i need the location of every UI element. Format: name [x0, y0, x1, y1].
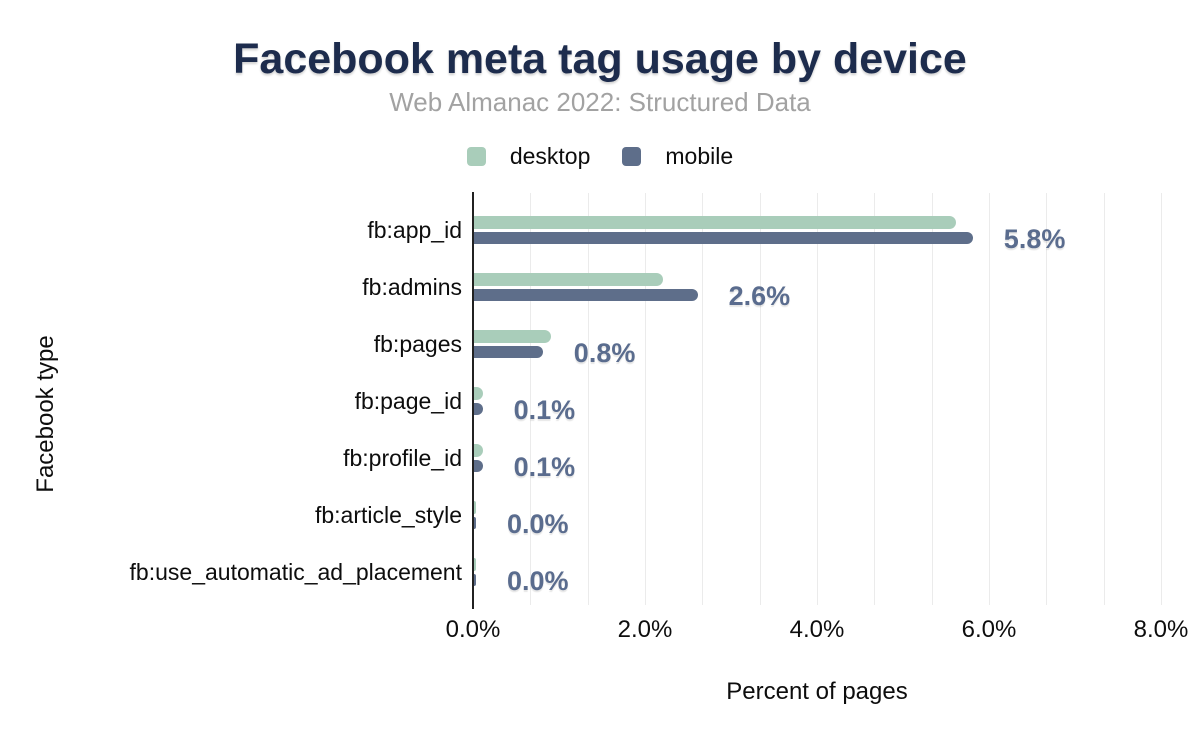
legend-label-mobile: mobile: [665, 143, 734, 169]
x-axis-title: Percent of pages: [726, 678, 908, 705]
bar-desktop: [474, 330, 551, 343]
legend-item-desktop: [467, 143, 591, 170]
value-label: 0.0%: [507, 565, 569, 596]
category-label: fb:app_id: [367, 217, 462, 243]
value-label: 5.8%: [1003, 223, 1066, 254]
bar-mobile: [474, 403, 483, 416]
gridline: [1046, 193, 1047, 605]
value-label: 0.0%: [507, 508, 569, 539]
gridline: [1104, 193, 1105, 605]
x-tick-label: 4.0%: [789, 616, 845, 643]
bar-mobile: [474, 346, 543, 359]
x-tick-label: 2.0%: [617, 616, 673, 643]
x-tick-label: 0.0%: [445, 616, 501, 643]
gridline: [702, 193, 703, 605]
gridline: [760, 193, 761, 605]
legend-item-mobile: [622, 143, 733, 170]
category-label: fb:article_style: [314, 502, 462, 528]
legend-swatch-mobile-icon: [622, 147, 641, 166]
value-label: 0.8%: [573, 337, 636, 368]
gridline: [932, 193, 933, 605]
gridline: [645, 193, 646, 605]
gridline: [989, 193, 990, 605]
y-axis-title: Facebook type: [32, 335, 59, 493]
bar-desktop: [474, 444, 483, 457]
x-tick-label: 8.0%: [1133, 616, 1189, 643]
bar-desktop: [474, 387, 483, 400]
legend-swatch-desktop-icon: [467, 147, 486, 166]
chart-title: Facebook meta tag usage by device: [233, 35, 967, 83]
category-label: fb:profile_id: [343, 445, 462, 471]
bar-desktop: [474, 558, 476, 571]
gridline: [817, 193, 818, 605]
gridline: [1161, 193, 1162, 605]
value-label: 2.6%: [728, 280, 791, 311]
bar-mobile: [474, 460, 483, 473]
value-label: 0.1%: [513, 394, 576, 425]
bar-desktop: [474, 273, 663, 286]
value-label: 0.1%: [513, 451, 576, 482]
gridline: [874, 193, 875, 605]
legend: [0, 143, 1200, 170]
gridline: [588, 193, 589, 605]
category-label: fb:admins: [362, 274, 462, 300]
category-label: fb:pages: [373, 331, 462, 357]
bar-mobile: [474, 232, 973, 245]
category-label: fb:page_id: [354, 388, 462, 414]
bar-mobile: [474, 574, 476, 587]
chart-subtitle: Web Almanac 2022: Structured Data: [389, 87, 811, 117]
legend-label-desktop: desktop: [509, 143, 591, 169]
bar-desktop: [474, 216, 956, 229]
y-axis-line: [472, 192, 475, 609]
bar-mobile: [474, 517, 476, 530]
bar-desktop: [474, 501, 476, 514]
category-label: fb:use_automatic_ad_placement: [129, 559, 462, 585]
x-tick-label: 6.0%: [961, 616, 1017, 643]
bar-mobile: [474, 289, 698, 302]
